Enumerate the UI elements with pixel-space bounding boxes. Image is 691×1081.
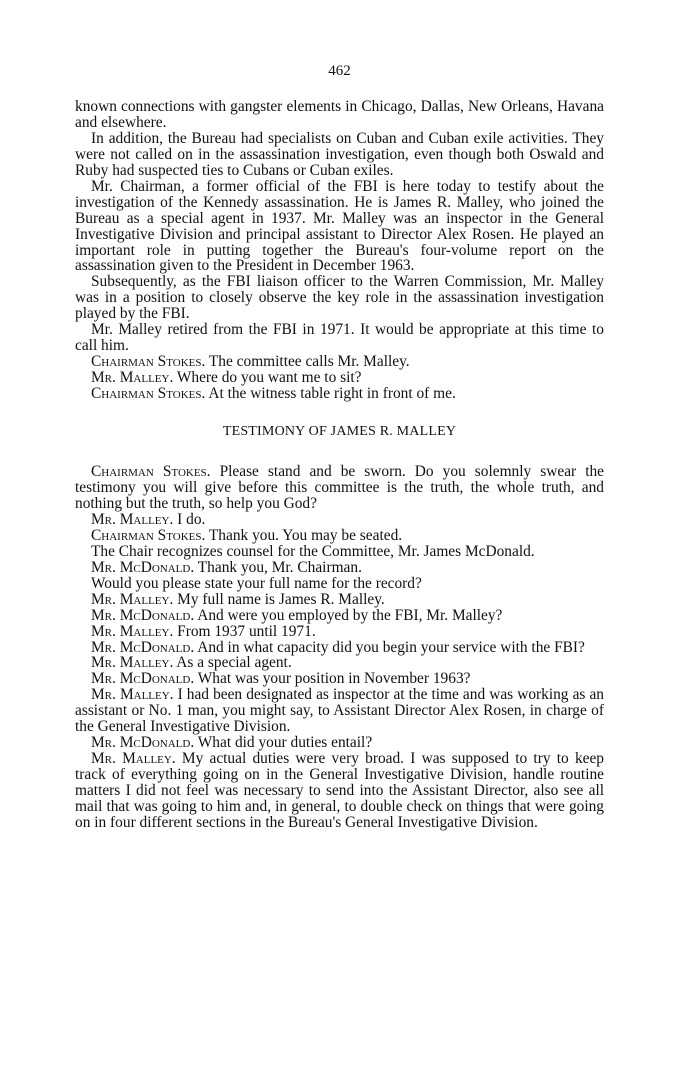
paragraph [75, 512, 604, 528]
paragraph-text: The Chair recognizes counsel for the Committee, Mr. James McDonald. [91, 542, 535, 560]
speaker-name: Mr. Malley. [91, 590, 174, 608]
paragraph [75, 322, 604, 354]
speaker-name: Chairman Stokes. [91, 526, 206, 544]
paragraph [75, 354, 604, 370]
speaker-name: Mr. McDonald. [91, 606, 195, 624]
paragraph-text: Thank you. You may be seated. [205, 526, 403, 544]
paragraph [75, 624, 604, 640]
speaker-name: Mr. Malley. [91, 750, 176, 768]
body-text-before-heading [75, 99, 604, 402]
paragraph-text: Would you please state your full name for the record? [91, 574, 422, 592]
paragraph [75, 592, 604, 608]
paragraph-text: I had been designated as inspector at the time and was working as an assistant or No. 1 man, you might say, to Assistant Director Alex Rosen, in charge of the General Investigative Division. [75, 686, 604, 736]
paragraph-text: In addition, the Bureau had specialists on Cuban and Cuban exile activities. They were not called on in the assassination investigation, even though both Oswald and Ruby had suspected ties to Cubans or Cuban exiles. [75, 129, 604, 179]
speaker-name: Mr. Malley. [91, 369, 174, 387]
paragraph-text: And were you employed by the FBI, Mr. Malley? [194, 606, 503, 624]
speaker-name: Mr. McDonald. [91, 558, 195, 576]
paragraph-text: Subsequently, as the FBI liaison officer to the Warren Commission, Mr. Malley was in a position to closely observe the key role in the assassination investigation played by the FBI. [75, 273, 604, 323]
paragraph-text: Where do you want me to sit? [173, 369, 362, 387]
paragraph-text: My actual duties were very broad. I was supposed to try to keep track of everything going on in the General Investigative Division, handle routine matters I did not feel was necessary to send into the Assistant Director, also see all mail that was going to him and, in general, to double check on things that were going on in four different sections in the Bureau's General Investigative Division. [75, 750, 604, 831]
paragraph [75, 640, 604, 656]
speaker-name: Mr. McDonald. [91, 734, 195, 752]
paragraph [75, 386, 604, 402]
paragraph-text: What did your duties entail? [194, 734, 373, 752]
page-number: 462 [328, 63, 351, 79]
speaker-name: Chairman Stokes. [91, 463, 211, 481]
speaker-name: Mr. Malley. [91, 686, 174, 704]
paragraph [75, 528, 604, 544]
paragraph-text: As a special agent. [173, 654, 292, 672]
paragraph [75, 671, 604, 687]
paragraph [75, 560, 604, 576]
paragraph-text: known connections with gangster elements in Chicago, Dallas, New Orleans, Havana and elsewhere. [75, 97, 604, 131]
speaker-name: Mr. McDonald. [91, 638, 195, 656]
paragraph [75, 576, 604, 592]
body-text-after-heading [75, 464, 604, 831]
speaker-name: Mr. McDonald. [91, 670, 195, 688]
paragraph-text: Please stand and be sworn. Do you solemnly swear the testimony you will give before this committee is the truth, the whole truth, and nothing but the truth, so help you God? [75, 463, 604, 512]
paragraph [75, 99, 604, 131]
document-page [75, 64, 604, 831]
section-heading: TESTIMONY OF JAMES R. MALLEY [222, 424, 457, 440]
paragraph [75, 179, 604, 275]
speaker-name: Mr. Malley. [91, 510, 174, 528]
paragraph-text: Mr. Malley retired from the FBI in 1971. It would be appropriate at this time to call him. [75, 321, 604, 355]
paragraph [75, 608, 604, 624]
paragraph-text: What was your position in November 1963? [194, 670, 471, 688]
paragraph-text: From 1937 until 1971. [173, 622, 316, 640]
paragraph-text: At the witness table right in front of me. [205, 385, 456, 403]
paragraph-text: My full name is James R. Malley. [173, 590, 385, 608]
paragraph-text: Thank you, Mr. Chairman. [194, 558, 362, 576]
paragraph [75, 735, 604, 751]
paragraph [75, 687, 604, 735]
paragraph-text: Mr. Chairman, a former official of the FBI is here today to testify about the investigation of the Kennedy assassination. He is James R. Malley, who joined the Bureau as a special agent in 1937. Mr. Malley was an inspector in the General Investigative Division and principal assistant to Director Alex Rosen. He played an important role in putting together the Bureau's four-volume report on the assassination given to the President in December 1963. [75, 177, 604, 275]
paragraph [75, 464, 604, 512]
paragraph-text: I do. [173, 510, 206, 528]
paragraph [75, 274, 604, 322]
paragraph [75, 370, 604, 386]
speaker-name: Chairman Stokes. [91, 385, 206, 403]
paragraph [75, 131, 604, 179]
speaker-name: Mr. Malley. [91, 654, 174, 672]
speaker-name: Chairman Stokes. [91, 353, 206, 371]
paragraph-text: And in what capacity did you begin your service with the FBI? [194, 638, 585, 656]
paragraph-text: The committee calls Mr. Malley. [205, 353, 410, 371]
paragraph [75, 655, 604, 671]
paragraph [75, 751, 604, 831]
speaker-name: Mr. Malley. [91, 622, 174, 640]
paragraph [75, 544, 604, 560]
